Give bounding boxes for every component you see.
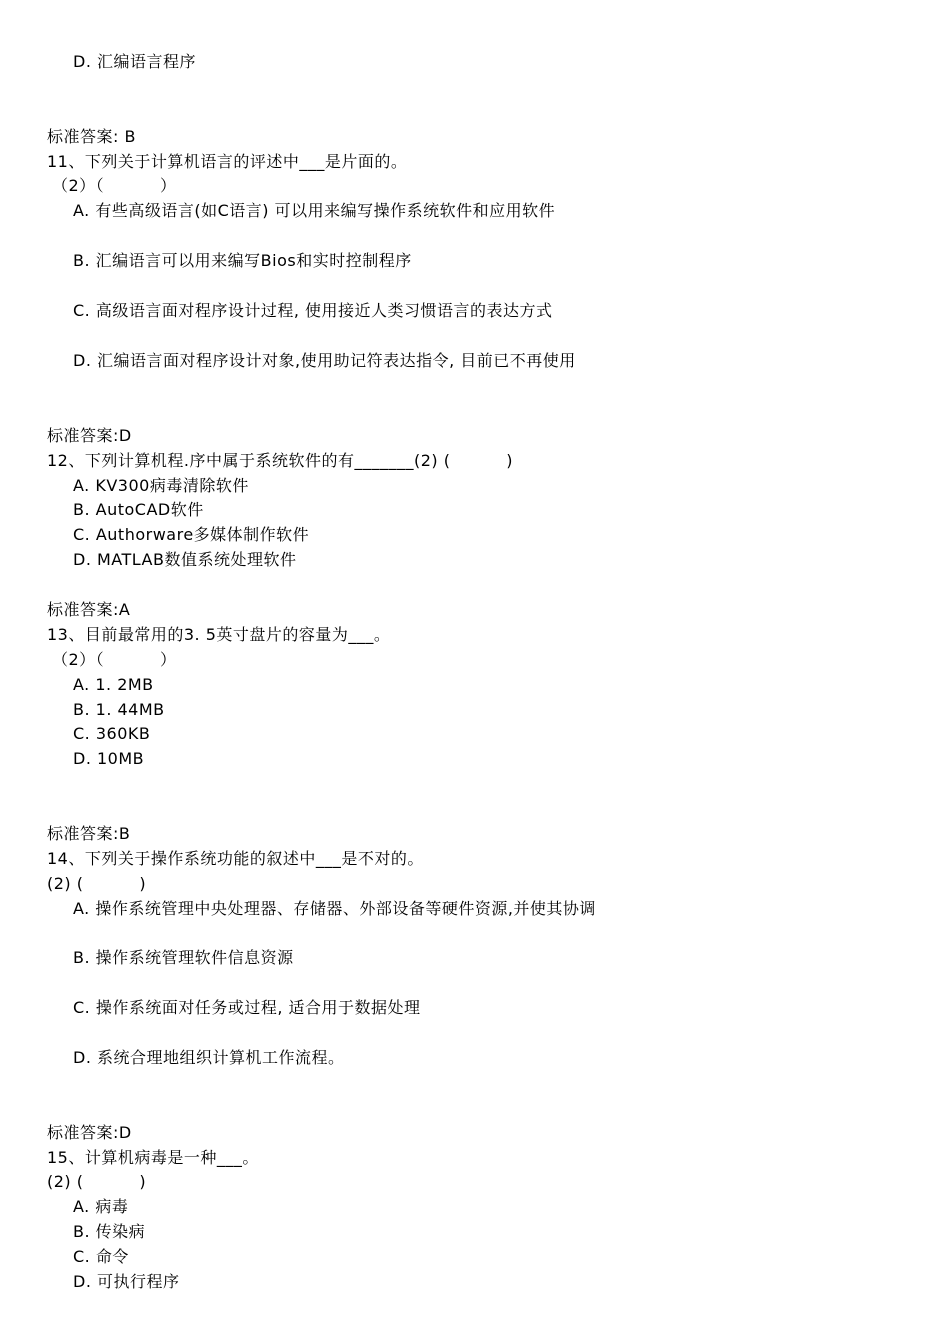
option-c: C. Authorware多媒体制作软件 xyxy=(73,525,310,544)
option-c: C. 命令 xyxy=(73,1247,129,1266)
option-c: C. 高级语言面对程序设计过程, 使用接近人类习惯语言的表达方式 xyxy=(73,301,553,320)
standard-answer: 标准答案:D xyxy=(47,1123,132,1142)
question-text: 15、计算机病毒是一种___。 xyxy=(47,1148,259,1167)
question-text: 12、下列计算机程.序中属于系统软件的有_______(2) ( ) xyxy=(47,451,514,470)
option-d: D. MATLAB数值系统处理软件 xyxy=(73,550,297,569)
option-d: D. 10MB xyxy=(73,749,145,768)
option-c: C. 操作系统面对任务或过程, 适合用于数据处理 xyxy=(73,998,421,1017)
question-text: 14、下列关于操作系统功能的叙述中___是不对的。 xyxy=(47,849,424,868)
option-d: D. 可执行程序 xyxy=(73,1272,180,1291)
standard-answer: 标准答案: B xyxy=(47,127,136,146)
option-b: B. 传染病 xyxy=(73,1222,146,1241)
option-b: B. 操作系统管理软件信息资源 xyxy=(73,948,294,967)
question-score: (2) ( ) xyxy=(47,1172,147,1191)
option-a: A. 操作系统管理中央处理器、存储器、外部设备等硬件资源,并使其协调 xyxy=(73,899,596,918)
option-b: B. AutoCAD软件 xyxy=(73,500,204,519)
question-score: (2) ( ) xyxy=(47,874,147,893)
standard-answer: 标准答案:B xyxy=(47,824,131,843)
standard-answer: 标准答案:A xyxy=(47,600,131,619)
standard-answer: 标准答案:D xyxy=(47,426,132,445)
question-text: 11、下列关于计算机语言的评述中___是片面的。 xyxy=(47,152,408,171)
option-c: C. 360KB xyxy=(73,724,151,743)
option-b: B. 汇编语言可以用来编写Bios和实时控制程序 xyxy=(73,251,412,270)
question-text: 13、目前最常用的3. 5英寸盘片的容量为___。 xyxy=(47,625,391,644)
option-d: D. 系统合理地组织计算机工作流程。 xyxy=(73,1048,345,1067)
option-a: A. 有些高级语言(如C语言) 可以用来编写操作系统软件和应用软件 xyxy=(73,201,556,220)
option-b: B. 1. 44MB xyxy=(73,700,165,719)
option-a: A. 1. 2MB xyxy=(73,675,154,694)
option-a: A. 病毒 xyxy=(73,1197,129,1216)
question-score: （2）（ ） xyxy=(52,650,177,669)
question-score: （2）（ ） xyxy=(52,176,177,195)
option-a: A. KV300病毒清除软件 xyxy=(73,476,249,495)
option-d: D. 汇编语言程序 xyxy=(73,52,196,71)
option-d: D. 汇编语言面对程序设计对象,使用助记符表达指令, 目前已不再使用 xyxy=(73,351,576,370)
